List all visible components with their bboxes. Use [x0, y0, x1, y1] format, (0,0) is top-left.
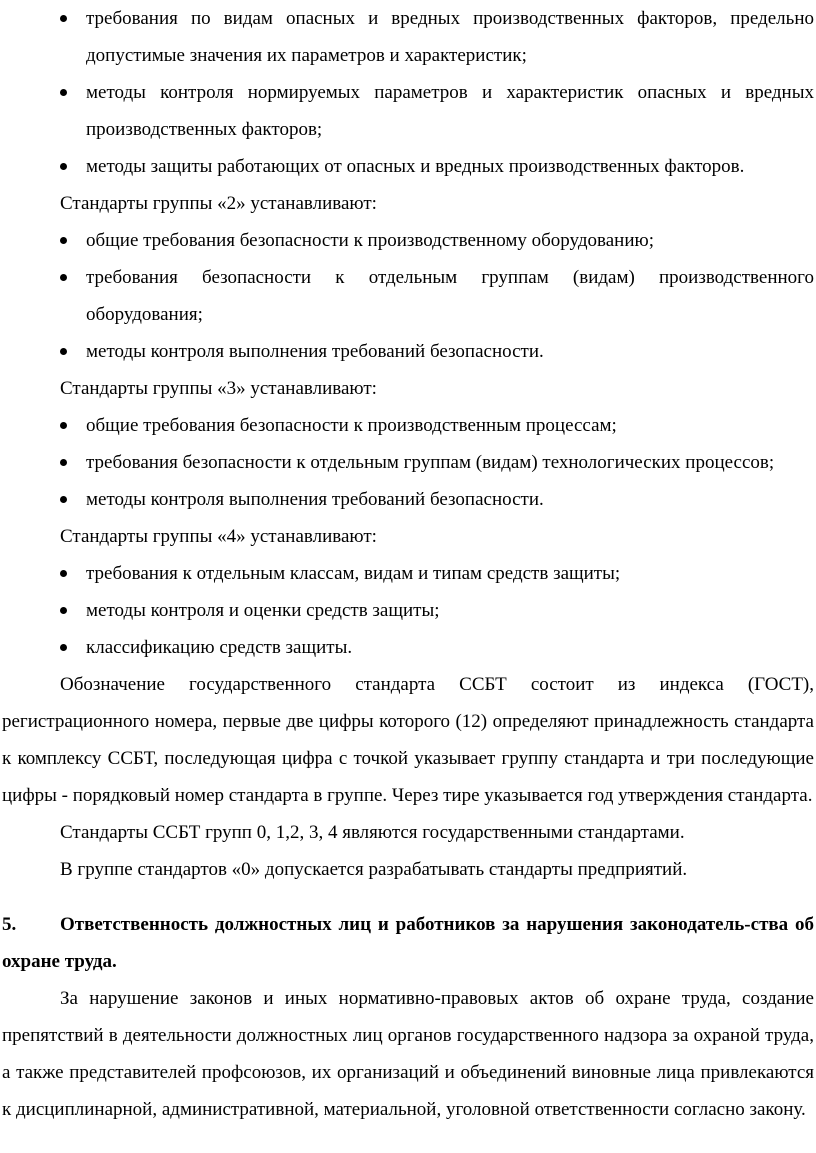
bullet-icon [60, 496, 67, 503]
bullet-icon [60, 607, 67, 614]
designation-paragraph: Обозначение государственного стандарта ССБТ состоит из индекса (ГОСТ), регистрационного номера, первые две цифры которого (12) определяют принадлежность стандарта к комплексу ССБТ, последующая цифра с точкой указывает группу стандарта и три последующие цифры - порядковый номер стандарта в группе. Через тире указывается год утверждения стандарта. [2, 674, 814, 806]
state-standards-paragraph: Стандарты ССБТ групп 0, 1,2, 3, 4 являются государственными стандартами. [60, 822, 685, 843]
list-item: методы контроля выполнения требований безопасности. [60, 481, 814, 518]
list-item: требования безопасности к отдельным группам (видам) технологических процессов; [60, 444, 814, 481]
bullet-icon [60, 348, 67, 355]
list-item: методы контроля и оценки средств защиты; [60, 592, 814, 629]
liability-paragraph: За нарушение законов и иных нормативно-правовых актов об охране труда, создание препятствий в деятельности должностных лиц органов государственного надзора за охраной труда, а также представителей профсоюзов, их организаций и объединений виновные лица привлекаются к дисциплинарной, административной, материальной, уголовной ответственности согласно закону. [2, 988, 814, 1120]
bullet-icon [60, 15, 67, 22]
list-item: методы контроля нормируемых параметров и характеристик опасных и вредных производственных факторов; [60, 74, 814, 148]
list-item: классификацию средств защиты. [60, 629, 814, 666]
bullet-icon [60, 459, 67, 466]
bullet-icon [60, 237, 67, 244]
bullet-icon [60, 422, 67, 429]
list-item: общие требования безопасности к производственным процессам; [60, 407, 814, 444]
bullet-icon [60, 570, 67, 577]
list-item: методы контроля выполнения требований безопасности. [60, 333, 814, 370]
group0-paragraph: В группе стандартов «0» допускается разрабатывать стандарты предприятий. [60, 859, 688, 880]
section-title: Ответственность должностных лиц и работников за нарушения законодатель-ства об охране труда. [2, 914, 814, 972]
section-heading [2, 906, 814, 980]
bullet-icon [60, 274, 67, 281]
group2-title: Стандарты группы «2» устанавливают: [60, 193, 377, 214]
group4-title: Стандарты группы «4» устанавливают: [60, 526, 377, 547]
bullet-icon [60, 644, 67, 651]
list-item: методы защиты работающих от опасных и вредных производственных факторов. [60, 148, 814, 185]
bullet-icon [60, 89, 67, 96]
list-item: общие требования безопасности к производственному оборудованию; [60, 222, 814, 259]
section-number: 5. [2, 914, 17, 935]
list-item: требования к отдельным классам, видам и типам средств защиты; [60, 555, 814, 592]
list-item: требования по видам опасных и вредных производственных факторов, предельно допустимые значения их параметров и характеристик; [60, 0, 814, 74]
document-page [2, 0, 814, 1128]
group3-title: Стандарты группы «3» устанавливают: [60, 378, 377, 399]
list-item: требования безопасности к отдельным группам (видам) производственного оборудования; [60, 259, 814, 333]
bullet-icon [60, 163, 67, 170]
